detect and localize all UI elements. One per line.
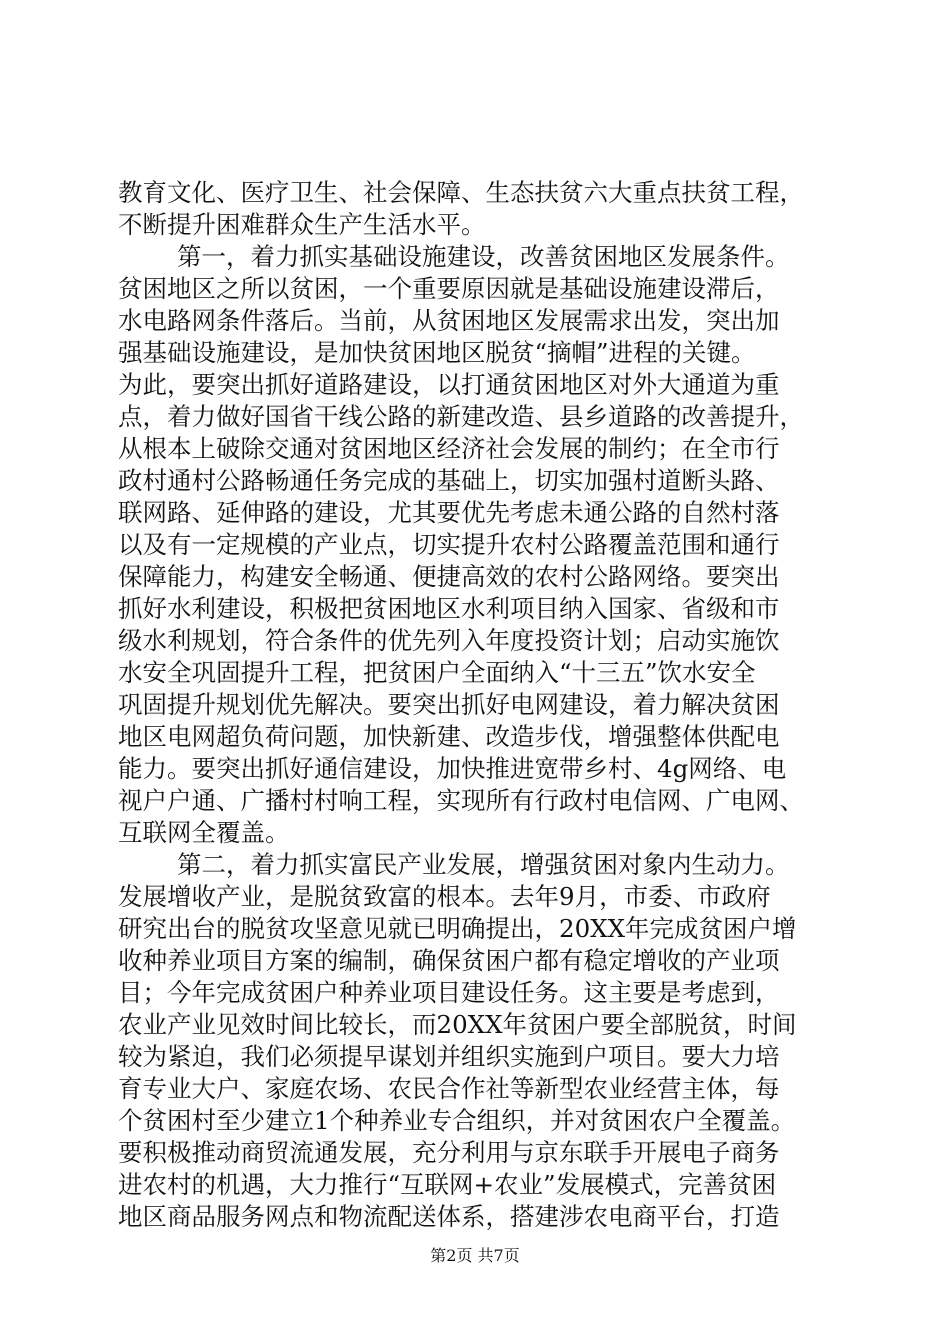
paragraph-heading: 第一，着力抓实基础设施建设，改善贫困地区发展条件。 bbox=[177, 242, 790, 271]
text-line: 贫困地区之所以贫困，一个重要原因就是基础设施建设滞后， bbox=[118, 274, 780, 303]
text-line: 地区电网超负荷问题，加快新建、改造步伐，增强整体供配电 bbox=[118, 722, 780, 751]
text-line: 育专业大户、家庭农场、农民合作社等新型农业经营主体，每 bbox=[118, 1074, 780, 1103]
text-line: 教育文化、医疗卫生、社会保障、生态扶贫六大重点扶贫工程， bbox=[118, 178, 804, 207]
text-line: 地区商品服务网点和物流配送体系，搭建涉农电商平台，打造 bbox=[118, 1202, 780, 1231]
text-line: 能力。要突出抓好通信建设，加快推进宽带乡村、4g网络、电 bbox=[118, 754, 787, 783]
text-line: 联网路、延伸路的建设，尤其要优先考虑未通公路的自然村落 bbox=[118, 498, 780, 527]
text-line: 发展增收产业，是脱贫致富的根本。去年9月，市委、市政府 bbox=[118, 882, 771, 911]
text-line: 水电路网条件落后。当前，从贫困地区发展需求出发，突出加 bbox=[118, 306, 780, 335]
text-line: 为此，要突出抓好道路建设，以打通贫困地区对外大通道为重 bbox=[118, 370, 780, 399]
text-line: 从根本上破除交通对贫困地区经济社会发展的制约；在全市行 bbox=[118, 434, 780, 463]
text-line: 进农村的机遇，大力推行“互联网+农业”发展模式，完善贫困 bbox=[118, 1170, 777, 1199]
text-line: 不断提升困难群众生产生活水平。 bbox=[118, 210, 486, 239]
text-line: 级水利规划，符合条件的优先列入年度投资计划；启动实施饮 bbox=[118, 626, 780, 655]
text-line: 互联网全覆盖。 bbox=[118, 818, 290, 847]
text-line: 以及有一定规模的产业点，切实提升农村公路覆盖范围和通行 bbox=[118, 530, 780, 559]
text-line: 抓好水利建设，积极把贫困地区水利项目纳入国家、省级和市 bbox=[118, 594, 780, 623]
page-footer: 第2页 共7页 bbox=[430, 1246, 520, 1265]
paragraph-heading: 第二，着力抓实富民产业发展，增强贫困对象内生动力。 bbox=[177, 850, 790, 879]
text-line: 水安全巩固提升工程，把贫困户全面纳入“十三五”饮水安全 bbox=[118, 658, 756, 687]
text-line: 巩固提升规划优先解决。要突出抓好电网建设，着力解决贫困 bbox=[118, 690, 780, 719]
text-line: 较为紧迫，我们必须提早谋划并组织实施到户项目。要大力培 bbox=[118, 1042, 780, 1071]
text-line: 要积极推动商贸流通发展，充分利用与京东联手开展电子商务 bbox=[118, 1138, 780, 1167]
text-line: 目；今年完成贫困户种养业项目建设任务。这主要是考虑到， bbox=[118, 978, 780, 1007]
text-line: 政村通村公路畅通任务完成的基础上，切实加强村道断头路、 bbox=[118, 466, 780, 495]
document-body bbox=[118, 177, 860, 1233]
text-line: 强基础设施建设，是加快贫困地区脱贫“摘帽”进程的关键。 bbox=[118, 338, 756, 367]
text-line: 视户户通、广播村村响工程，实现所有行政村电信网、广电网、 bbox=[118, 786, 804, 815]
text-line: 保障能力，构建安全畅通、便捷高效的农村公路网络。要突出 bbox=[118, 562, 780, 591]
text-line: 农业产业见效时间比较长，而20XX年贫困户要全部脱贫，时间 bbox=[118, 1010, 797, 1039]
text-line: 收种养业项目方案的编制，确保贫困户都有稳定增收的产业项 bbox=[118, 946, 780, 975]
text-line: 个贫困村至少建立1个种养业专合组织，并对贫困农户全覆盖。 bbox=[118, 1106, 796, 1135]
text-line: 研究出台的脱贫攻坚意见就已明确提出，20XX年完成贫困户增 bbox=[118, 914, 797, 943]
text-line: 点，着力做好国省干线公路的新建改造、县乡道路的改善提升， bbox=[118, 402, 804, 431]
